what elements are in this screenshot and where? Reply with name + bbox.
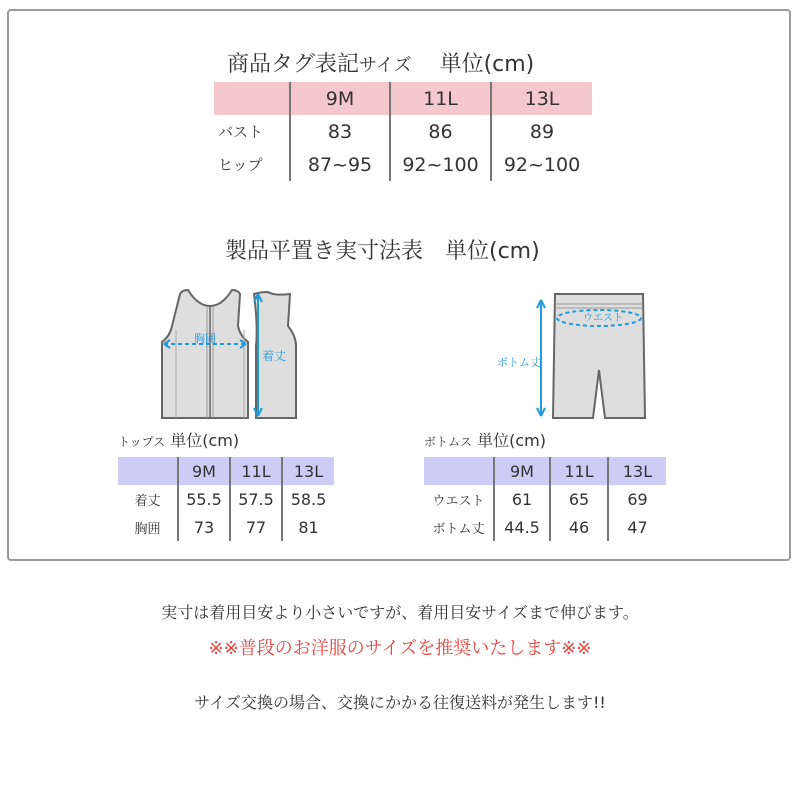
table-cell: 46: [550, 513, 608, 541]
row-label: 着丈: [134, 493, 161, 509]
header-blank-cell: [118, 457, 178, 485]
table-cell: 47: [608, 513, 666, 541]
header-size-cell: 13L: [608, 457, 666, 485]
note-exchange-shipping: サイズ交換の場合、交換にかかる往復送料が発生します!!: [194, 693, 606, 712]
header-size-cell: 9M: [178, 457, 230, 485]
table-cell: 44.5: [494, 513, 550, 541]
table-cell: 57.5: [230, 485, 282, 513]
row-label: ウエスト: [432, 493, 485, 509]
tops-illustration: [150, 286, 300, 420]
header-blank-cell: [214, 82, 290, 115]
table-cell: 81: [282, 513, 334, 541]
row-label: ヒップ: [218, 156, 263, 174]
table-cell: 69: [608, 485, 666, 513]
header-size-cell: 11L: [550, 457, 608, 485]
table-cell: 87~95: [290, 148, 390, 181]
table-header-row: [118, 457, 334, 485]
bottoms-caption: [424, 428, 546, 451]
table-cell: 61: [494, 485, 550, 513]
table-cell: 86: [390, 115, 491, 148]
spec-size-title: 製品平置き実寸法表 単位(cm): [225, 239, 540, 264]
table-row: [424, 485, 666, 513]
table-cell: 92~100: [390, 148, 491, 181]
table-cell: 77: [230, 513, 282, 541]
table-header-row: [424, 457, 666, 485]
vest-front: [162, 290, 248, 418]
table-cell: 58.5: [282, 485, 334, 513]
tops-size-table: [118, 457, 334, 541]
chest-label: 胸囲: [194, 332, 216, 345]
table-cell: 73: [178, 513, 230, 541]
table-header-row: [214, 82, 592, 115]
header-blank-cell: [424, 457, 494, 485]
bottoms-caption-unit: 単位(cm): [477, 431, 546, 450]
row-label: バスト: [218, 123, 264, 141]
row-label: 胸囲: [134, 521, 161, 537]
header-size-cell: 11L: [390, 82, 491, 115]
tag-size-title: [227, 47, 534, 78]
table-row: [118, 513, 334, 541]
table-row: [424, 513, 666, 541]
tag-title-unit: 単位(cm): [439, 52, 535, 77]
table-row: [214, 115, 592, 148]
tag-size-table: [214, 82, 592, 181]
table-row: [214, 148, 592, 181]
waist-label: ウエスト: [583, 313, 623, 324]
header-size-cell: 9M: [290, 82, 390, 115]
header-size-cell: 13L: [491, 82, 592, 115]
note-recommendation: ※※普段のお洋服のサイズを推奨いたします※※: [208, 638, 592, 659]
tag-title-main: 商品タグ表記: [227, 52, 360, 77]
table-row: [118, 485, 334, 513]
table-cell: 92~100: [491, 148, 592, 181]
header-size-cell: 9M: [494, 457, 550, 485]
bottoms-size-table: [424, 457, 666, 541]
tag-title-kana: サイズ: [359, 55, 412, 76]
bottom-length-label: ボトム丈: [497, 356, 541, 369]
header-size-cell: 11L: [230, 457, 282, 485]
header-size-cell: 13L: [282, 457, 334, 485]
table-cell: 55.5: [178, 485, 230, 513]
tops-caption: [118, 428, 239, 451]
row-label: ボトム丈: [432, 521, 485, 537]
length-label: 着丈: [262, 349, 287, 363]
tops-caption-kana: トップス: [118, 435, 166, 449]
note-stretch: 実寸は着用目安より小さいですが、着用目安サイズまで伸びます。: [161, 603, 639, 622]
tops-caption-unit: 単位(cm): [170, 431, 240, 450]
table-cell: 65: [550, 485, 608, 513]
table-cell: 83: [290, 115, 390, 148]
table-cell: 89: [491, 115, 592, 148]
bottoms-illustration: [495, 286, 655, 426]
bottoms-caption-kana: ボトムス: [424, 435, 473, 449]
